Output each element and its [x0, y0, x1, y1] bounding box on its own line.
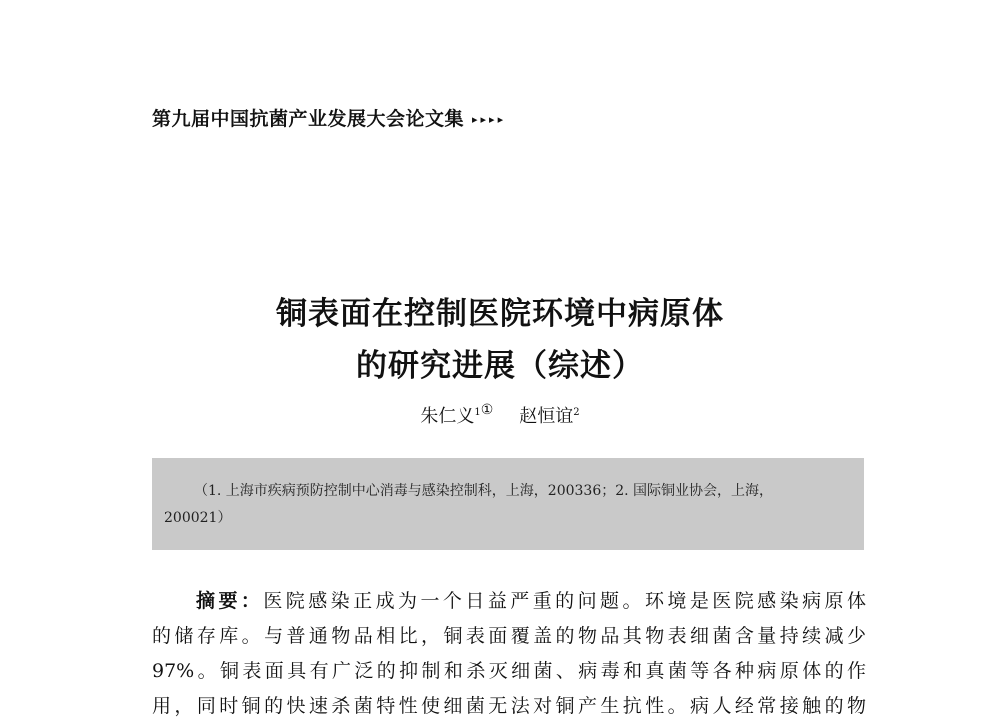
running-header — [152, 104, 506, 131]
abstract-line: 97%。铜表面具有广泛的抑制和杀灭细菌、病毒和真菌等各种病原体的作 — [152, 660, 866, 682]
affiliation-box — [152, 458, 864, 550]
abstract-text: 医院感染正成为一个日益严重的问题。环境是医院感染病原体 — [263, 590, 866, 612]
arrow-ornament-icon: ▸▸▸▸ — [472, 113, 507, 126]
abstract-line: 的储存库。与普通物品相比，铜表面覆盖的物品其物表细菌含量持续减少 — [152, 625, 866, 647]
author-footnote-marker: ① — [480, 402, 494, 418]
abstract-line — [152, 584, 866, 619]
proceedings-title: 第九届中国抗菌产业发展大会论文集 — [152, 108, 465, 130]
abstract-line: 用，同时铜的快速杀菌特性使细菌无法对铜产生抗性。病人经常接触的物 — [152, 695, 866, 717]
author-name: 赵恒谊 — [519, 406, 574, 427]
article-title-line-2: 的研究进展（综述） — [356, 348, 644, 384]
abstract — [152, 584, 866, 724]
article-title-line-1: 铜表面在控制医院环境中病原体 — [276, 296, 724, 332]
author-affiliation-marker: 1 — [474, 407, 481, 418]
affiliation-line-2: 200021） — [164, 510, 232, 526]
abstract-label: 摘要： — [196, 590, 264, 612]
author-affiliation-marker: 2 — [573, 407, 580, 418]
author-list — [0, 402, 1000, 428]
author-name: 朱仁义 — [420, 406, 475, 427]
affiliation-line-1: （1. 上海市疾病预防控制中心消毒与感染控制科，上海，200336；2. 国际铜业协会，上海， — [194, 483, 774, 499]
